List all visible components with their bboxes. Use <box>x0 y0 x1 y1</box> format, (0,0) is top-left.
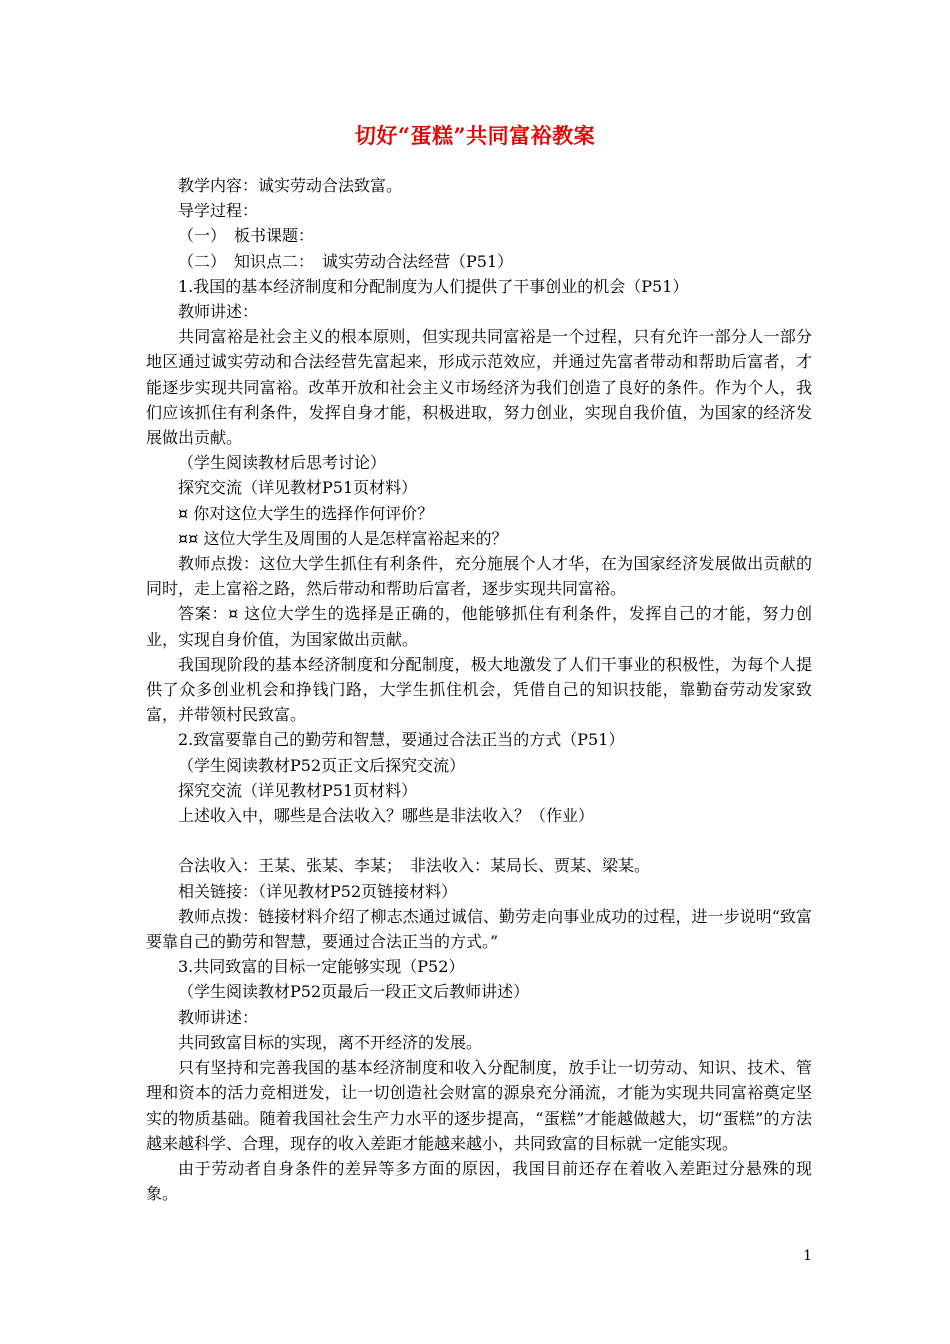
blank-line <box>146 828 812 853</box>
paragraph: 教师讲述： <box>178 1007 259 1027</box>
paragraph: （一） 板书课题： <box>178 226 315 246</box>
paragraph: 导学过程： <box>178 201 259 221</box>
page-number: 1 <box>803 1248 812 1264</box>
document-body <box>146 173 812 1206</box>
paragraph: ¤¤ 这位大学生及周围的人是怎样富裕起来的？ <box>178 528 508 548</box>
paragraph: （二） 知识点二： 诚实劳动合法经营（P51） <box>178 251 514 271</box>
document-title: 切好“蛋糕”共同富裕教案 <box>354 123 596 148</box>
paragraph: ¤ 你对这位大学生的选择作何评价？ <box>178 503 434 523</box>
paragraph: 相关链接：（详见教材P52页链接材料） <box>178 881 458 901</box>
paragraph: 3.共同致富的目标一定能够实现（P52） <box>178 957 465 977</box>
paragraph: 共同富裕是社会主义的根本原则，但实现共同富裕是一个过程，只有允许一部分人一部分地区通过诚实劳动和合法经营先富起来，形成示范效应，并通过先富者带动和帮助后富者，才能逐步实现共同富裕。改革开放和社会主义市场经济为我们创造了良好的条件。作为个人，我们应该抓住有利条件，发挥自身才能，积极进取，努力创业，实现自我价值，为国家的经济发展做出贡献。 <box>146 327 812 448</box>
paragraph: 共同致富目标的实现，离不开经济的发展。 <box>178 1032 483 1052</box>
paragraph: 只有坚持和完善我国的基本经济制度和收入分配制度，放手让一切劳动、知识、技术、管理和资本的活力竞相迸发，让一切创造社会财富的源泉充分涌流，才能为实现共同富裕奠定坚实的物质基础。随着我国社会生产力水平的逐步提高，“蛋糕”才能越做越大，切“蛋糕”的方法越来越科学、合理，现存的收入差距才能越来越小，共同致富的目标就一定能实现。 <box>146 1058 812 1153</box>
paragraph: 由于劳动者自身条件的差异等多方面的原因，我国目前还存在着收入差距过分悬殊的现象。 <box>146 1158 812 1204</box>
paragraph: 教学内容：诚实劳动合法致富。 <box>178 176 403 195</box>
paragraph: 2.致富要靠自己的勤劳和智慧，要通过合法正当的方式（P51） <box>178 730 625 750</box>
paragraph: 答案：¤ 这位大学生的选择是正确的，他能够抓住有利条件，发挥自己的才能，努力创业，实现自身价值，为国家做出贡献。 <box>146 604 812 649</box>
paragraph: 探究交流（详见教材P51页材料） <box>178 780 418 800</box>
paragraph: （学生阅读教材P52页正文后探究交流） <box>178 755 466 775</box>
paragraph: 教师点拨：这位大学生抓住有利条件，充分施展个人才华，在为国家经济发展做出贡献的同时，走上富裕之路，然后带动和帮助后富者，逐步实现共同富裕。 <box>146 554 812 599</box>
paragraph: 教师讲述： <box>178 302 259 322</box>
paragraph: 我国现阶段的基本经济制度和分配制度，极大地激发了人们干事业的积极性，为每个人提供了众多创业机会和挣钱门路，大学生抓住机会，凭借自己的知识技能，靠勤奋劳动发家致富，并带领村民致富。 <box>146 654 812 725</box>
paragraph: 合法收入：王某、张某、李某； 非法收入：某局长、贾某、梁某。 <box>178 856 651 876</box>
paragraph: 探究交流（详见教材P51页材料） <box>178 478 418 498</box>
paragraph: （学生阅读教材后思考讨论） <box>178 453 387 473</box>
paragraph: 上述收入中，哪些是合法收入？哪些是非法收入？（作业） <box>178 806 595 826</box>
paragraph: 教师点拨：链接材料介绍了柳志杰通过诚信、勤劳走向事业成功的过程，进一步说明“致富要靠自己的勤劳和智慧，要通过合法正当的方式。” <box>146 906 812 952</box>
paragraph: （学生阅读教材P52页最后一段正文后教师讲述） <box>178 982 530 1002</box>
paragraph: 1.我国的基本经济制度和分配制度为人们提供了干事创业的机会（P51） <box>178 276 689 296</box>
